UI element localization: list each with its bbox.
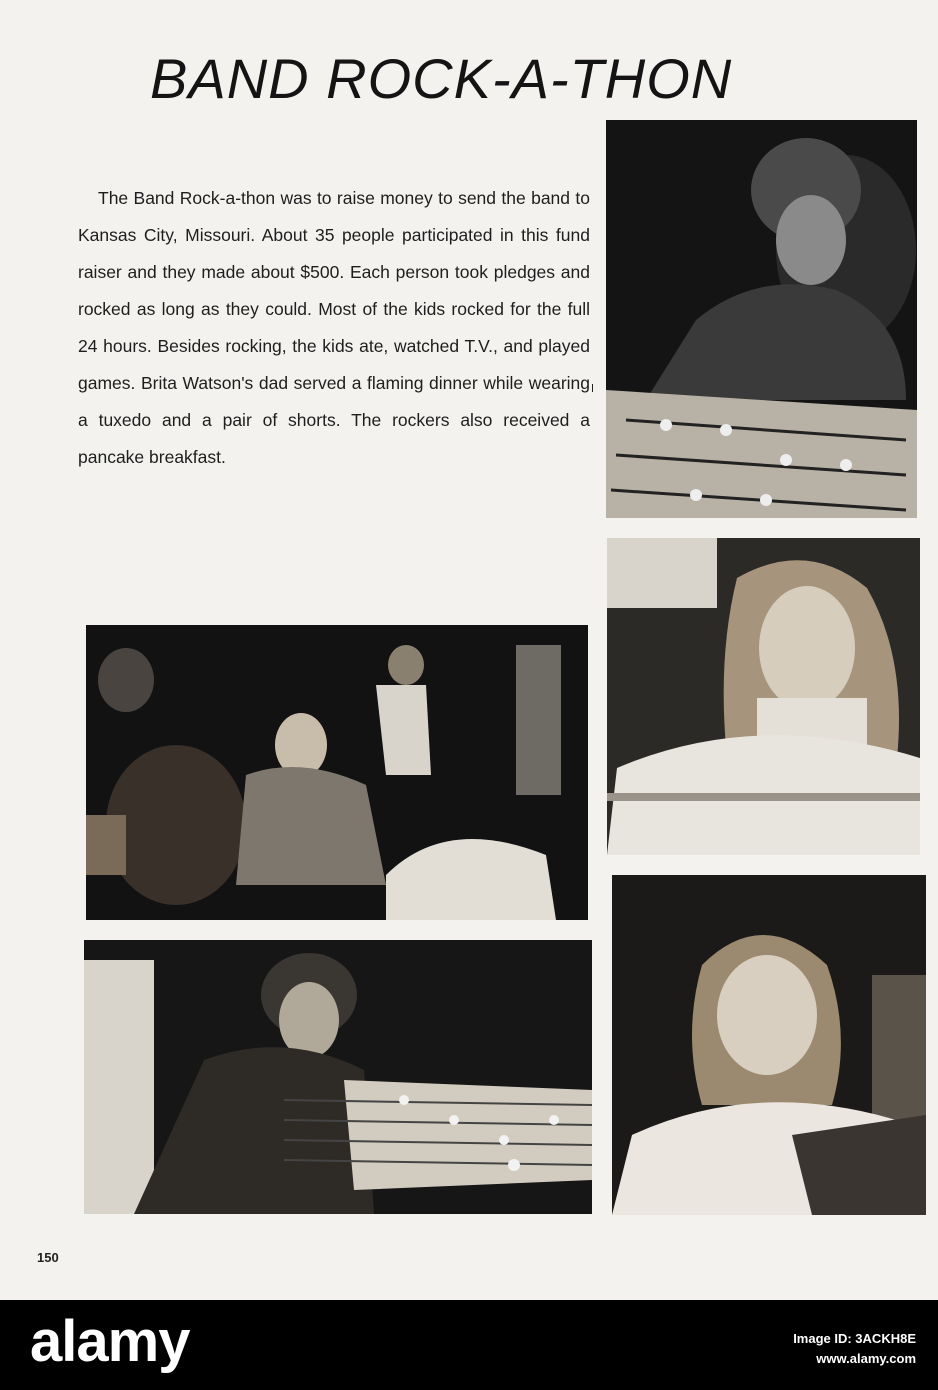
site-url: www.alamy.com: [816, 1351, 916, 1366]
article-paragraph: The Band Rock-a-thon was to raise money to send the band to Kansas City, Missouri. About 35 people participated in this fund raiser and they made about $500. Each person took pledges and rocked as long as they could. Most of the kids rocked for the full 24 hours. Besides rocking, the kids ate, watched T.V., and played games. Brita Watson's dad served a flaming dinner while wearing a tuxedo and a pair of shorts. The rockers also received a pancake breakfast.: [78, 188, 590, 467]
photo-girl-smiling: [612, 875, 926, 1215]
article-body: [78, 180, 590, 476]
photo-group-party: [86, 625, 588, 920]
page-title: BAND ROCK-A-THON: [150, 47, 733, 110]
photo-boy-foosball-bottom: [84, 940, 592, 1214]
page-number: 150: [37, 1250, 59, 1265]
alamy-logo: alamy: [30, 1309, 190, 1374]
photo-girl-turtleneck: [607, 538, 920, 855]
image-id-label: Image ID: 3ACKH8E: [793, 1331, 916, 1346]
stray-mark: [592, 384, 593, 392]
photo-boy-foosball-top: [606, 120, 917, 518]
